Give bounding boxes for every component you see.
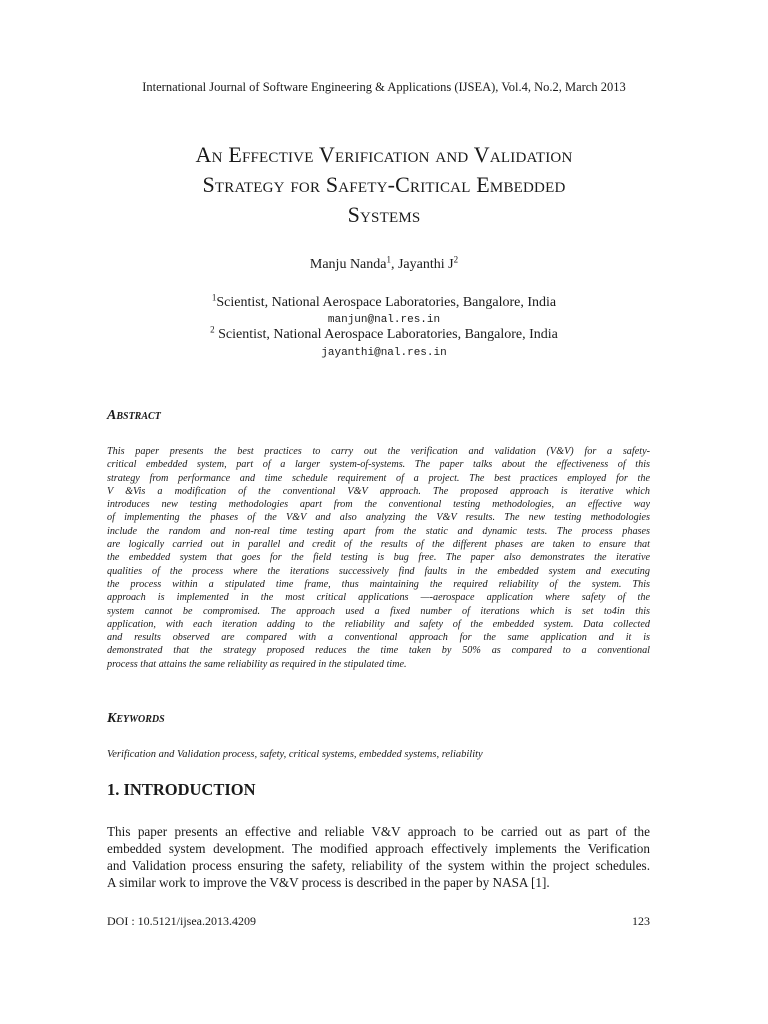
author-affiliation-marker: 1 xyxy=(386,254,391,265)
introduction-line: embedded system development. The modified approach effectively implements the Verification xyxy=(107,841,650,856)
affiliation xyxy=(0,324,768,343)
abstract-line: V &Vis a modification of the conventional V&V approach. The proposed approach is iterative which xyxy=(107,485,650,497)
affiliation-text: Scientist, National Aerospace Laboratories, Bangalore, India xyxy=(214,327,558,342)
abstract-line: qualities of the process where the iterations successively find faults in the embedded system and executing xyxy=(107,565,650,577)
abstract-line: the embedded system that goes for the field testing is bug free. The paper also demonstrates the iterative xyxy=(107,552,650,564)
journal-header: International Journal of Software Engineering & Applications (IJSEA), Vol.4, No.2, March 2013 xyxy=(142,80,626,94)
abstract-line: strategy from performance and time schedule requirement of a project. The best practices employed for the xyxy=(107,472,650,484)
abstract-heading: Abstract xyxy=(107,408,161,423)
affiliation-text: Scientist, National Aerospace Laboratories, Bangalore, India xyxy=(216,295,557,310)
page-number: 123 xyxy=(632,914,650,928)
author-list xyxy=(0,254,768,273)
abstract-line: and results observed are compared with a conventional approach for the same application and it is xyxy=(107,632,650,644)
affiliation xyxy=(0,292,768,311)
author-affiliation-marker: 2 xyxy=(453,254,459,265)
introduction-line: and Validation process ensuring the safety, reliability of the system within the project schedules. xyxy=(107,858,650,873)
paper-title xyxy=(90,140,678,230)
author-separator: , xyxy=(390,257,398,272)
title-line: Systems xyxy=(347,202,421,227)
abstract-line: introduces new testing methodologies apart from the conventional testing methodologies, an effective way xyxy=(107,499,650,511)
introduction-line: This paper presents an effective and reliable V&V approach to be carried out as part of the xyxy=(107,824,650,839)
abstract-line: are logically carried out in parallel and credit of the results of the different phases are taken to ensure that xyxy=(107,539,650,551)
introduction-heading: 1. INTRODUCTION xyxy=(107,780,256,799)
keywords-heading: Keywords xyxy=(107,711,165,726)
author-email[interactable]: jayanthi@nal.res.in xyxy=(321,347,447,359)
introduction-body xyxy=(107,823,650,891)
abstract-line: application, with each iteration adding to the reliability and safety of the embedded system. Data collected xyxy=(107,618,650,630)
author-name: Manju Nanda xyxy=(309,257,387,272)
abstract-line: This paper presents the best practices to carry out the verification and validation (V&V) for a safety- xyxy=(107,446,650,457)
abstract-line: demonstrated that the strategy proposed reduces the time taken by 50% as compared to a conventional xyxy=(107,645,650,657)
abstract-line: of implementing the phases of the V&V and also analyzing the V&V results. The new testing methodologies xyxy=(107,512,650,524)
title-line: An Effective Verification and Validation xyxy=(195,142,573,167)
introduction-line: A similar work to improve the V&V process is described in the paper by NASA [1]. xyxy=(107,875,550,890)
keywords-text: Verification and Validation process, safety, critical systems, embedded systems, reliability xyxy=(107,749,483,760)
abstract-line: process that attains the same reliability as required in the stipulated time. xyxy=(107,658,407,670)
author-name: Jayanthi J xyxy=(397,257,454,272)
title-line: Strategy for Safety-Critical Embedded xyxy=(202,172,566,197)
abstract-line: approach is implemented in the most critical applications —-aerospace application where safety of the xyxy=(107,592,650,604)
affiliation-marker: 2 xyxy=(210,324,215,335)
abstract-line: critical embedded system, part of a larger system-of-systems. The paper talks about the effectiveness of this xyxy=(107,459,650,471)
affiliation-marker: 1 xyxy=(211,292,217,303)
abstract-line: system cannot be compromised. The approach used a fixed number of iterations which is set to4in this xyxy=(107,605,650,617)
footer-doi: DOI : 10.5121/ijsea.2013.4209 xyxy=(107,914,256,928)
abstract-body xyxy=(107,445,650,671)
abstract-line: the process within a stipulated time frame, thus maintaining the required reliability of the system. This xyxy=(107,578,650,590)
author-email[interactable]: manjun@nal.res.in xyxy=(327,314,441,326)
abstract-line: include the random and non-real time testing apart from the static and dynamic tests. The process phases xyxy=(107,525,650,537)
